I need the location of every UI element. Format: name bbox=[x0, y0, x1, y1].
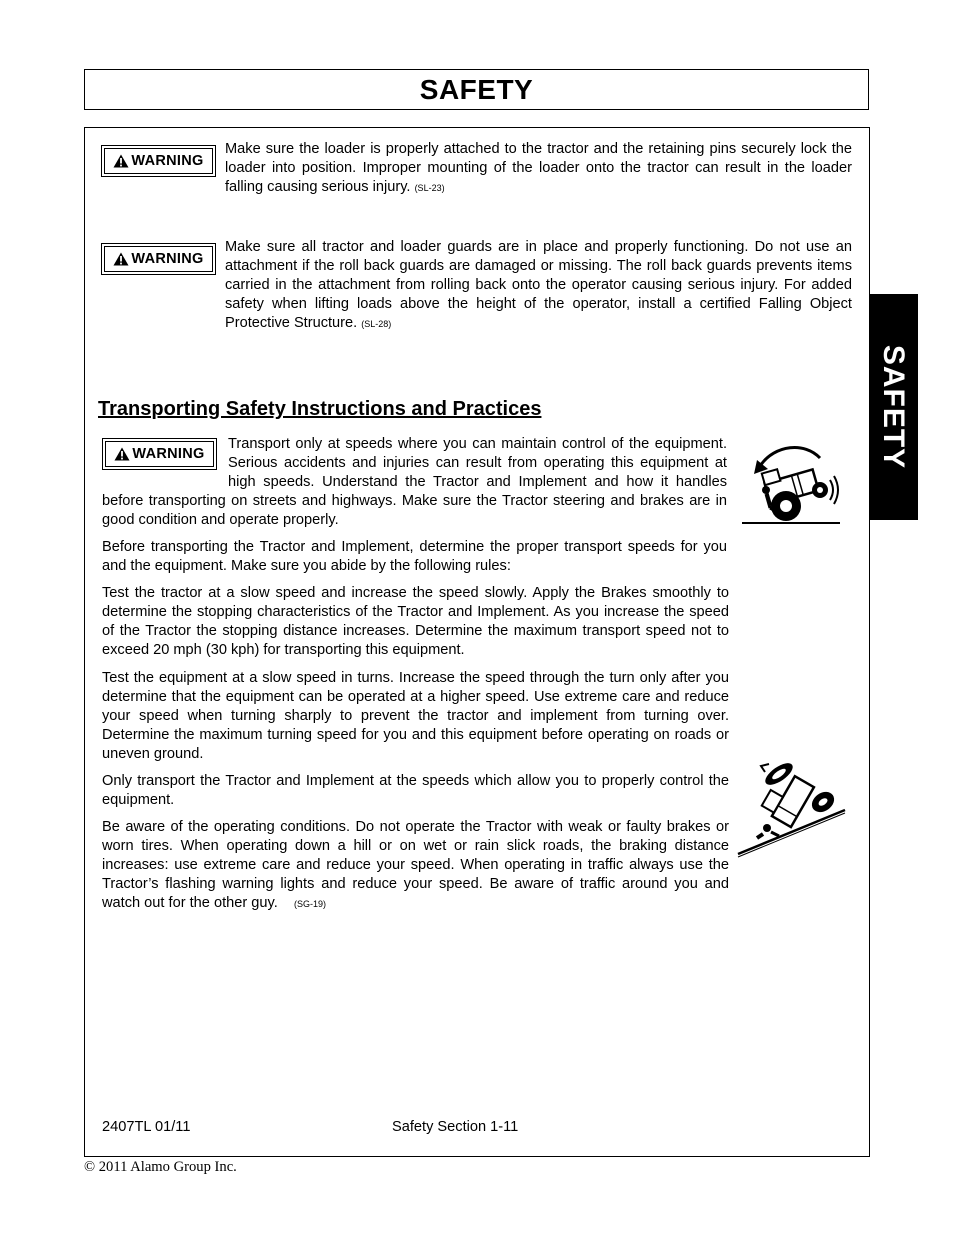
warning-badge bbox=[101, 243, 216, 275]
tractor-rollover-illustration bbox=[735, 752, 847, 860]
warning-label: WARNING bbox=[131, 153, 204, 169]
page-title: SAFETY bbox=[419, 73, 534, 105]
warning-label: WARNING bbox=[131, 251, 204, 267]
warning-triangle-icon bbox=[113, 252, 129, 266]
reference-code: (SL-28) bbox=[361, 319, 392, 329]
paragraph: Only transport the Tractor and Implement at the speeds which allow you to properly control the equipment. bbox=[102, 773, 729, 808]
section-heading: Transporting Safety Instructions and Practices bbox=[98, 398, 542, 420]
paragraph: Be aware of the operating conditions. Do not operate the Tractor with weak or faulty brakes or worn tires. When operating down a hill or on wet or rain slick roads, the braking distance increases: use extreme care and reduce your speed. When operating in traffic always use the Tractor’s flashing warning lights and reduce your speed. Be aware of traffic around you and watch out for the other guy. (SG-19) bbox=[102, 819, 729, 911]
page-header bbox=[84, 69, 869, 110]
warning-text: Make sure all tractor and loader guards are in place and properly functioning. Do not use an attachment if the roll back guards are damaged or missing. The roll back guards prevents items carried in the attachment from rolling back onto the operator causing serious injury. For added safety when lifting loads above the height of the operator, install a certified Falling Object Protective Structure. (SL-28) bbox=[225, 239, 852, 331]
warning-text: Make sure the loader is properly attached to the tractor and the retaining pins securely lock the loader into position. Improper mounting of the loader onto the tractor can result in the loader falling causing serious injury. (SL-23) bbox=[225, 141, 852, 195]
page-number: Safety Section 1-11 bbox=[392, 1119, 519, 1135]
tractor-braking-illustration bbox=[740, 440, 842, 528]
paragraph: Test the equipment at a slow speed in turns. Increase the speed through the turn only after you determine that the equipment can be operated at a higher speed. Use extreme care and reduce your speed when turning sharply to prevent the tractor and implement from turning over. Determine the maximum turning speed for you and this equipment before operating on roads or uneven ground. bbox=[102, 670, 729, 762]
paragraph: Test the tractor at a slow speed and increase the speed slowly. Apply the Brakes smoothly to determine the stopping characteristics of the Tractor and Implement. As you increase the speed of the Tractor the stopping distance increases. Determine the maximum transport speed not to exceed 20 mph (30 kph) for transporting this equipment. bbox=[102, 585, 729, 658]
document-id: 2407TL 01/11 bbox=[102, 1119, 191, 1135]
reference-code: (SG-19) bbox=[294, 899, 327, 909]
warning-text: Transport only at speeds where you can maintain control of the equipment. Serious accidents and injuries can result from operating this equipment at high speeds. Understand the Tractor and Implement and how it handles before transporting on streets and highways. Make sure the Tractor steering and brakes are in good condition and operate properly. bbox=[102, 436, 727, 528]
transport-warning-block bbox=[102, 435, 727, 530]
copyright-notice: © 2011 Alamo Group Inc. bbox=[84, 1159, 237, 1175]
paragraph: Before transporting the Tractor and Implement, determine the proper transport speeds for you and the equipment. Make sure you abide by the following rules: bbox=[102, 539, 727, 574]
section-side-tab bbox=[869, 294, 918, 520]
warning-triangle-icon bbox=[114, 447, 130, 461]
warning-badge bbox=[102, 438, 217, 470]
reference-code: (SL-23) bbox=[414, 183, 445, 193]
warning-label: WARNING bbox=[132, 445, 205, 462]
warning-triangle-icon bbox=[113, 154, 129, 168]
side-tab-label: SAFETY bbox=[877, 344, 911, 470]
warning-badge bbox=[101, 145, 216, 177]
